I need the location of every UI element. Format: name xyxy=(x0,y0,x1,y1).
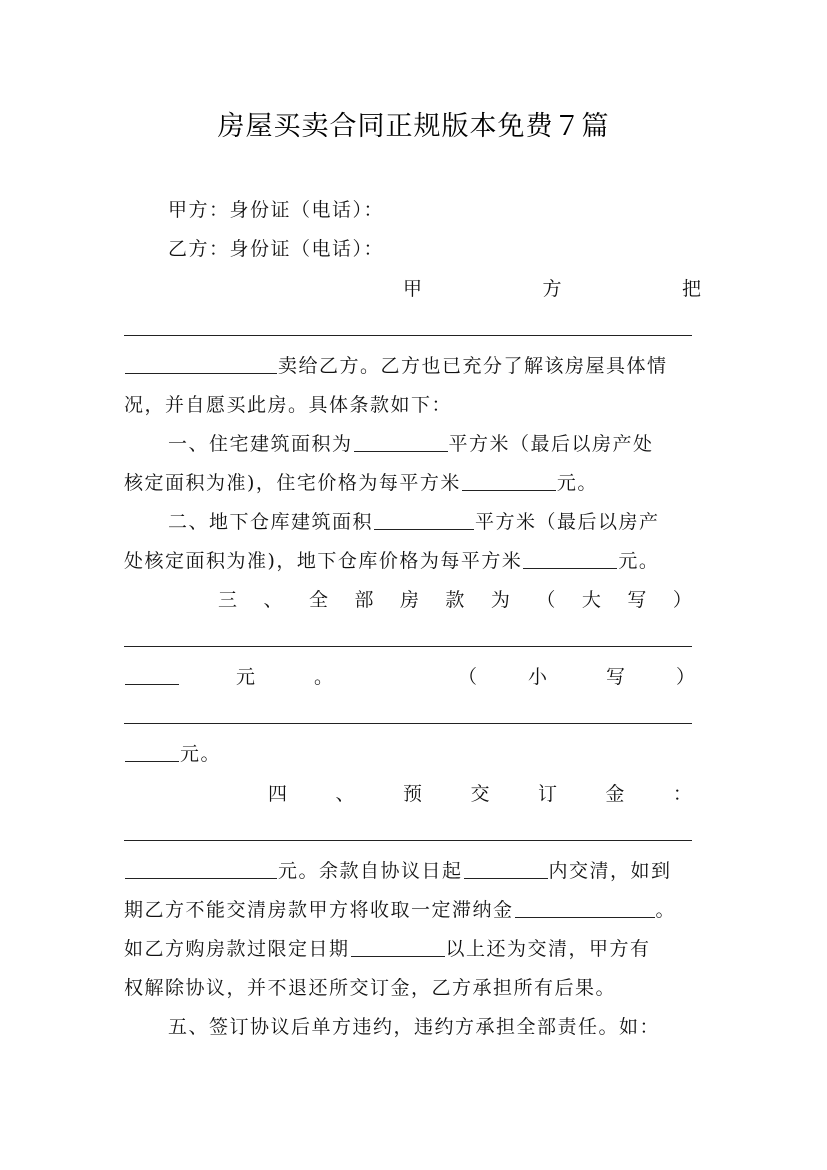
blank-field xyxy=(125,665,179,685)
clause3-char: 款 xyxy=(445,589,465,611)
clause1-line2 xyxy=(124,471,712,495)
p1-line2-text: 卖给乙方。乙方也已充分了解该房屋具体情 xyxy=(278,355,668,377)
blank-field xyxy=(125,354,277,374)
clause4-line2 xyxy=(124,859,712,883)
clause3-char: 、 xyxy=(263,589,283,611)
clause4-text-d: 。 xyxy=(655,899,677,921)
blank-line xyxy=(124,723,692,724)
blank-field xyxy=(515,898,655,918)
clause3-spaced-line xyxy=(218,588,692,612)
clause4-text-f: 以上还为交清，甲方有 xyxy=(445,938,651,960)
clause1-text-a: 一、住宅建筑面积为 xyxy=(168,433,353,455)
clause3-mid-char: 。 xyxy=(314,666,335,688)
clause3-mid-char: 小 xyxy=(528,666,549,688)
clause3-char: 全 xyxy=(308,589,328,611)
clause3-mid-char: （ xyxy=(458,666,479,688)
p1-char: 甲 xyxy=(403,278,423,300)
clause3-char: 为 xyxy=(490,589,510,611)
clause4-text-e: 如乙方购房款过限定日期 xyxy=(124,938,350,960)
document-title: 房屋买卖合同正规版本免费７篇 xyxy=(217,111,610,142)
blank-field xyxy=(523,549,617,569)
blank-line xyxy=(124,646,692,647)
clause2-line2 xyxy=(124,549,712,573)
p1-char: 方 xyxy=(542,278,562,300)
clause2-text-d: 元。 xyxy=(618,550,660,572)
clause4-text-b: 内交清，如到 xyxy=(548,860,672,882)
clause3-mid-line xyxy=(124,665,712,689)
clause2-line1 xyxy=(168,510,756,534)
clause4-char: 订 xyxy=(537,783,557,805)
clause5-line: 五、签订协议后单方违约，违约方承担全部责任。如： xyxy=(168,1016,661,1038)
clause2-text-c: 处核定面积为准)，地下仓库价格为每平方米 xyxy=(124,550,523,572)
clause3-end-line xyxy=(124,742,712,766)
clause3-char: （ xyxy=(536,589,556,611)
blank-field xyxy=(351,937,445,957)
p1-spaced-line xyxy=(403,277,701,301)
clause3-mid-char: 元 xyxy=(236,666,257,688)
clause4-char: 、 xyxy=(335,783,355,805)
blank-field xyxy=(354,432,448,452)
clause3-end-text: 元。 xyxy=(180,743,222,765)
clause4-char: 四 xyxy=(268,783,288,805)
blank-field xyxy=(125,859,277,879)
blank-field xyxy=(464,859,548,879)
clause2-text-b: 平方米（最后以房产 xyxy=(475,511,660,533)
clause1-line1 xyxy=(168,432,756,456)
clause3-char: 部 xyxy=(354,589,374,611)
clause3-char: 三 xyxy=(218,589,238,611)
clause1-text-c: 核定面积为准)，住宅价格为每平方米 xyxy=(124,472,461,494)
clause3-char: 房 xyxy=(399,589,419,611)
blank-line xyxy=(124,840,692,841)
clause4-text-a: 元。余款自协议日起 xyxy=(278,860,463,882)
clause4-spaced-line xyxy=(268,782,692,806)
party-b-line: 乙方：身份证（电话）： xyxy=(168,238,385,260)
clause3-mid-char: 写 xyxy=(606,666,627,688)
clause3-char: 写 xyxy=(627,589,647,611)
p1-line2 xyxy=(124,354,712,378)
blank-field xyxy=(462,471,556,491)
p1-char: 把 xyxy=(681,278,701,300)
clause2-text-a: 二、地下仓库建筑面积 xyxy=(168,511,374,533)
clause1-text-b: 平方米（最后以房产处 xyxy=(448,433,654,455)
clause4-char: 交 xyxy=(470,783,490,805)
clause4-char: ： xyxy=(672,783,692,805)
clause3-mid-char: ） xyxy=(676,666,697,688)
blank-line xyxy=(124,335,692,336)
clause3-char: 大 xyxy=(581,589,601,611)
blank-field xyxy=(125,742,179,762)
clause4-line4 xyxy=(124,937,712,961)
clause4-char: 预 xyxy=(402,783,422,805)
p1-line3: 况，并自愿买此房。具体条款如下： xyxy=(124,394,453,416)
clause4-line3 xyxy=(124,898,712,922)
clause1-text-d: 元。 xyxy=(556,472,598,494)
blank-field xyxy=(374,510,474,530)
clause4-line5: 权解除协议，并不退还所交订金，乙方承担所有后果。 xyxy=(124,977,617,999)
clause4-text-c: 期乙方不能交清房款甲方将收取一定滞纳金 xyxy=(124,899,514,921)
clause4-char: 金 xyxy=(605,783,625,805)
clause3-char: ） xyxy=(672,589,692,611)
party-a-line: 甲方：身份证（电话）： xyxy=(168,199,385,221)
